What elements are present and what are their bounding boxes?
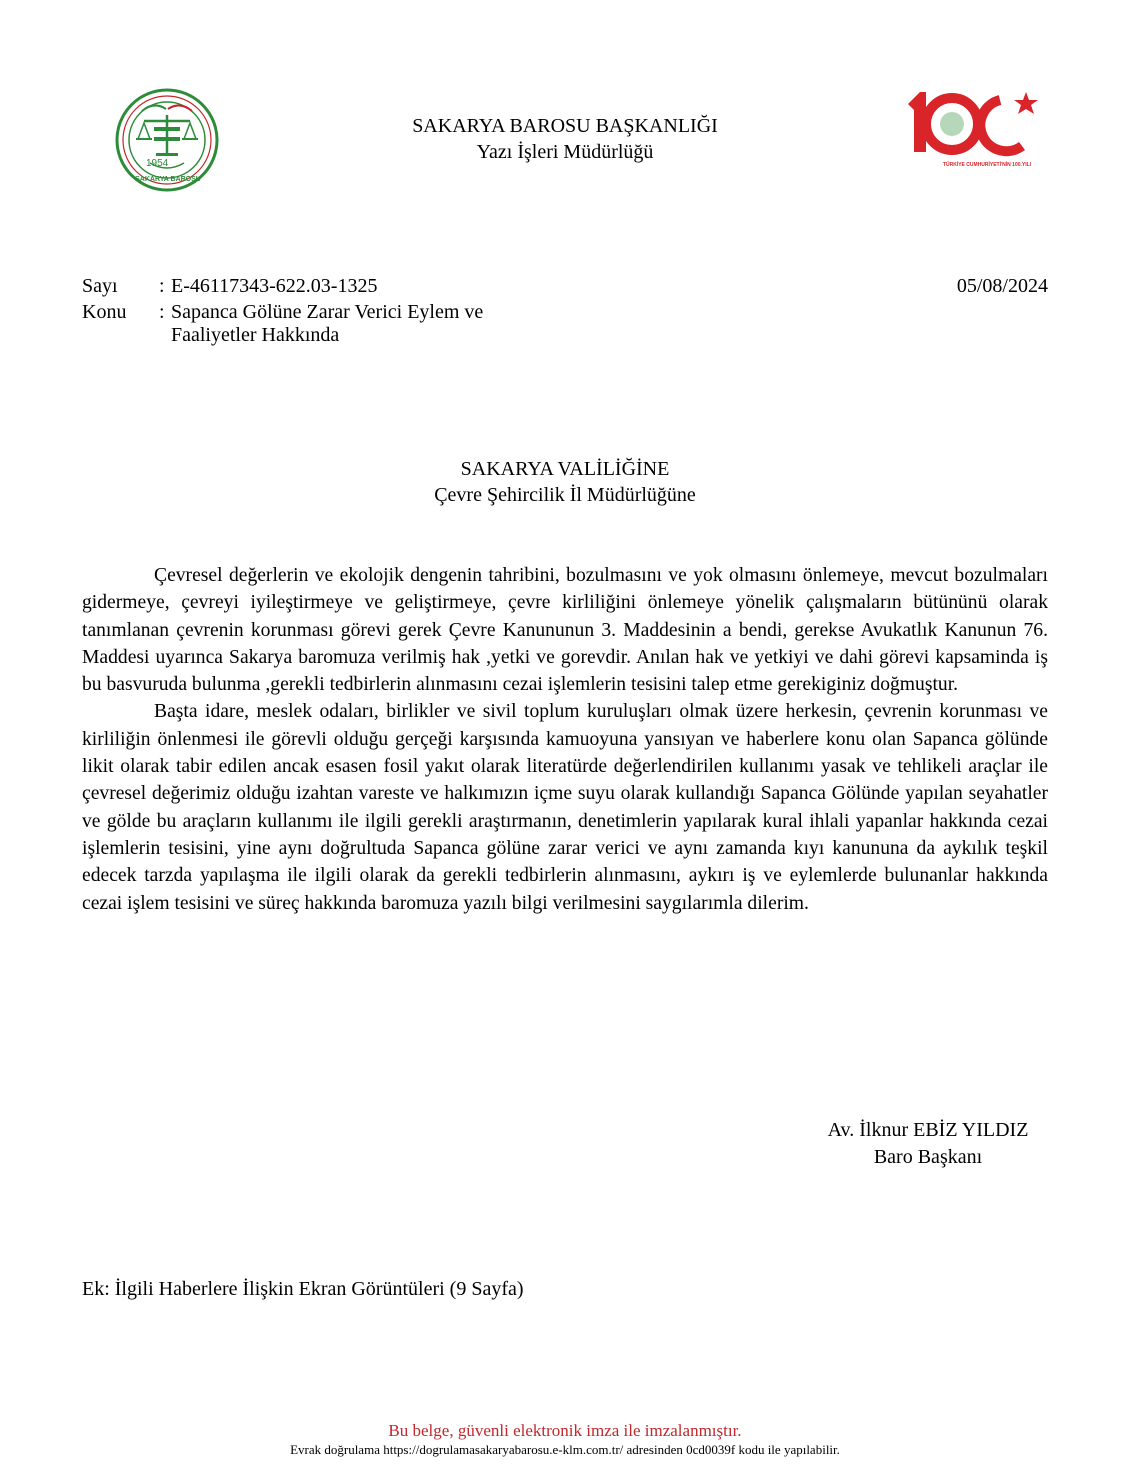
100-yil-caption: TÜRKİYE CUMHURİYETİ'NİN 100.YILI — [942, 162, 1032, 168]
sayi-colon: : — [159, 275, 165, 297]
seal-year: 1954 — [146, 158, 169, 169]
addressee-line-1: SAKARYA VALİLİĞİNE — [460, 458, 670, 480]
100-yil-logo-icon — [904, 86, 1044, 170]
konu-label: Konu — [82, 301, 127, 323]
konu-colon: : — [159, 301, 165, 323]
addressee-line-2: Çevre Şehircilik İl Müdürlüğüne — [434, 484, 696, 506]
letter-body — [82, 562, 1048, 917]
signer-title: Baro Başkanı — [873, 1146, 983, 1168]
body-paragraph-2: Başta idare, meslek odaları, birlikler ve sivil toplum kuruluşları olmak üzere herkesin, çevrenin korunması ve kirliliğin önlenmesi ile görevli olduğu gerçeği karşısında kamuoyuna yansıyan ve haberlere konu olan Sapanca gölünde likit olarak tabir edilen ancak esasen fosil yakıt olarak literatürde değerlendirilen kullanımı yasak ve tehlikeli araçlar ile çevresel değerimiz olduğu izahtan vareste ve halkımızın içme suyu olarak kullandığı Sapanca Gölünde yapılan seyahatler ve gölde bu araçların kullanımı ile ilgili gerekli araştırmanın, denetimlerin yapılarak kural ihlali yapanlar hakkında cezai işlemlerin tesisini, yine aynı doğrultuda Sapanca gölüne zarar verici ve aynı zamanda kıyı kanununa da aykılık teşkil edecek tarzda yapılaşma ile ilgili olarak da gerekli tedbirlerin alınmasını, aykırı iş ve eylemlerde bulunanlar hakkında cezai işlem tesisini ve süreç hakkında baromuza yazılı bilgi verilmesini saygılarımla dilerim. — [82, 701, 1048, 914]
konu-line-1: Sapanca Gölüne Zarar Verici Eylem ve — [171, 301, 484, 323]
department-title: Yazı İşleri Müdürlüğü — [476, 141, 654, 163]
sayi-value: E-46117343-622.03-1325 — [171, 275, 378, 297]
esign-notice: Bu belge, güvenli elektronik imza ile imzalanmıştır. — [388, 1421, 742, 1440]
signer-name: Av. İlknur EBİZ YILDIZ — [827, 1119, 1029, 1141]
org-title: SAKARYA BAROSU BAŞKANLIĞI — [412, 115, 718, 137]
signature-block — [808, 1117, 1048, 1171]
attachment-note: Ek: İlgili Haberlere İlişkin Ekran Görüntüleri (9 Sayfa) — [82, 1278, 524, 1300]
sayi-label: Sayı — [82, 275, 118, 297]
document-date: 05/08/2024 — [956, 275, 1048, 297]
body-paragraph-1: Çevresel değerlerin ve ekolojik dengenin tahribini, bozulmasını ve yok olmasını önlemeye, mevcut bozulmaları gidermeye, çevreyi iyileştirmeye ve geliştirmeye, çevre kirliliğini önlemeye yönelik çalışmaların bütününü olarak tanımlanan çevrenin korunması görevi gerek Çevre Kanununun 3. Maddesinin a bendi, gerekse Avukatlık Kanunun 76. Maddesi uyarınca Sakarya baromuza verilmiş hak ,yetki ve gorevdir. Anılan hak ve yetkiyi ve dahi görevi kapsaminda iş bu basvuruda bulunma ,gerekli tedbirlerin alınmasını cezai işlemlerin tesisini talep etme gerekiginiz doğmuştur. — [82, 565, 1048, 696]
konu-line-2: Faaliyetler Hakkında — [171, 324, 340, 346]
verification-note: Evrak doğrulama https://dogrulamasakaryabarosu.e-klm.com.tr/ adresinden 0cd0039f kodu ile yapılabilir. — [290, 1442, 840, 1457]
seal-ring-text: SAKARYA BAROSU — [135, 176, 201, 183]
